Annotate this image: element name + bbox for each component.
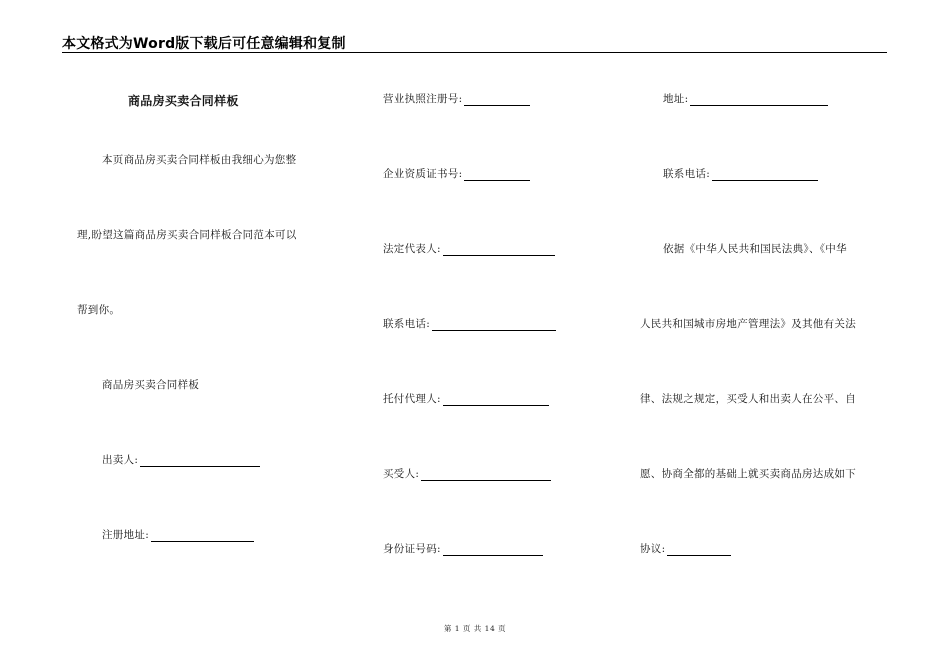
seller-label: 出卖人:: [102, 454, 139, 466]
contract-subtitle: 商品房买卖合同样板: [102, 379, 200, 391]
buyer-label: 买受人:: [383, 468, 420, 480]
id-label: 身份证号码:: [383, 543, 441, 555]
qualification-label: 企业资质证书号:: [383, 168, 463, 180]
license-label: 营业执照注册号:: [383, 93, 463, 105]
agreement-field: [640, 542, 731, 556]
legal-rep-blank: [443, 244, 555, 256]
page-number-footer: 第 1 页 共 14 页: [443, 624, 507, 633]
phone-label-col3: 联系电话:: [663, 168, 711, 180]
agreement-blank: [667, 544, 731, 556]
buyer-field: [383, 467, 551, 481]
address-blank: [690, 94, 828, 106]
agent-field: [383, 392, 549, 406]
address-field: [663, 92, 828, 106]
phone-blank-col3: [712, 169, 818, 181]
document-header-title: 本文格式为Word版下载后可任意编辑和复制: [62, 36, 346, 52]
phone-field-col3: [663, 167, 818, 181]
basis-para-line-2: 人民共和国城市房地产管理法》及其他有关法: [640, 318, 856, 330]
phone-label-col2: 联系电话:: [383, 318, 431, 330]
intro-line-2: 理,盼望这篇商品房买卖合同样板合同范本可以: [77, 229, 297, 241]
legal-rep-field: [383, 242, 555, 256]
agent-blank: [443, 394, 549, 406]
reg-address-field: [102, 528, 254, 542]
header-divider: [62, 52, 887, 53]
license-field: [383, 92, 530, 106]
seller-blank: [140, 455, 260, 467]
contract-title: 商品房买卖合同样板: [128, 94, 239, 108]
phone-field-col2: [383, 317, 556, 331]
qualification-blank: [464, 169, 530, 181]
agent-label: 托付代理人:: [383, 393, 441, 405]
phone-blank-col2: [432, 319, 556, 331]
agreement-label: 协议:: [640, 543, 666, 555]
id-blank: [443, 544, 543, 556]
intro-line-3: 帮到你。: [77, 304, 121, 316]
reg-address-label: 注册地址:: [102, 529, 150, 541]
basis-para-line-4: 愿、协商全都的基础上就买卖商品房达成如下: [640, 468, 856, 480]
reg-address-blank: [151, 530, 254, 542]
basis-para-line-3: 律、法规之规定，买受人和出卖人在公平、自: [640, 393, 856, 405]
legal-rep-label: 法定代表人:: [383, 243, 441, 255]
intro-line-1: 本页商品房买卖合同样板由我细心为您整: [102, 154, 297, 166]
id-field: [383, 542, 543, 556]
buyer-blank: [421, 469, 551, 481]
qualification-field: [383, 167, 530, 181]
license-blank: [464, 94, 530, 106]
address-label: 地址:: [663, 93, 689, 105]
basis-para-line-1: 依据《中华人民共和国民法典》、《中华: [663, 243, 847, 255]
seller-field: [102, 453, 260, 467]
